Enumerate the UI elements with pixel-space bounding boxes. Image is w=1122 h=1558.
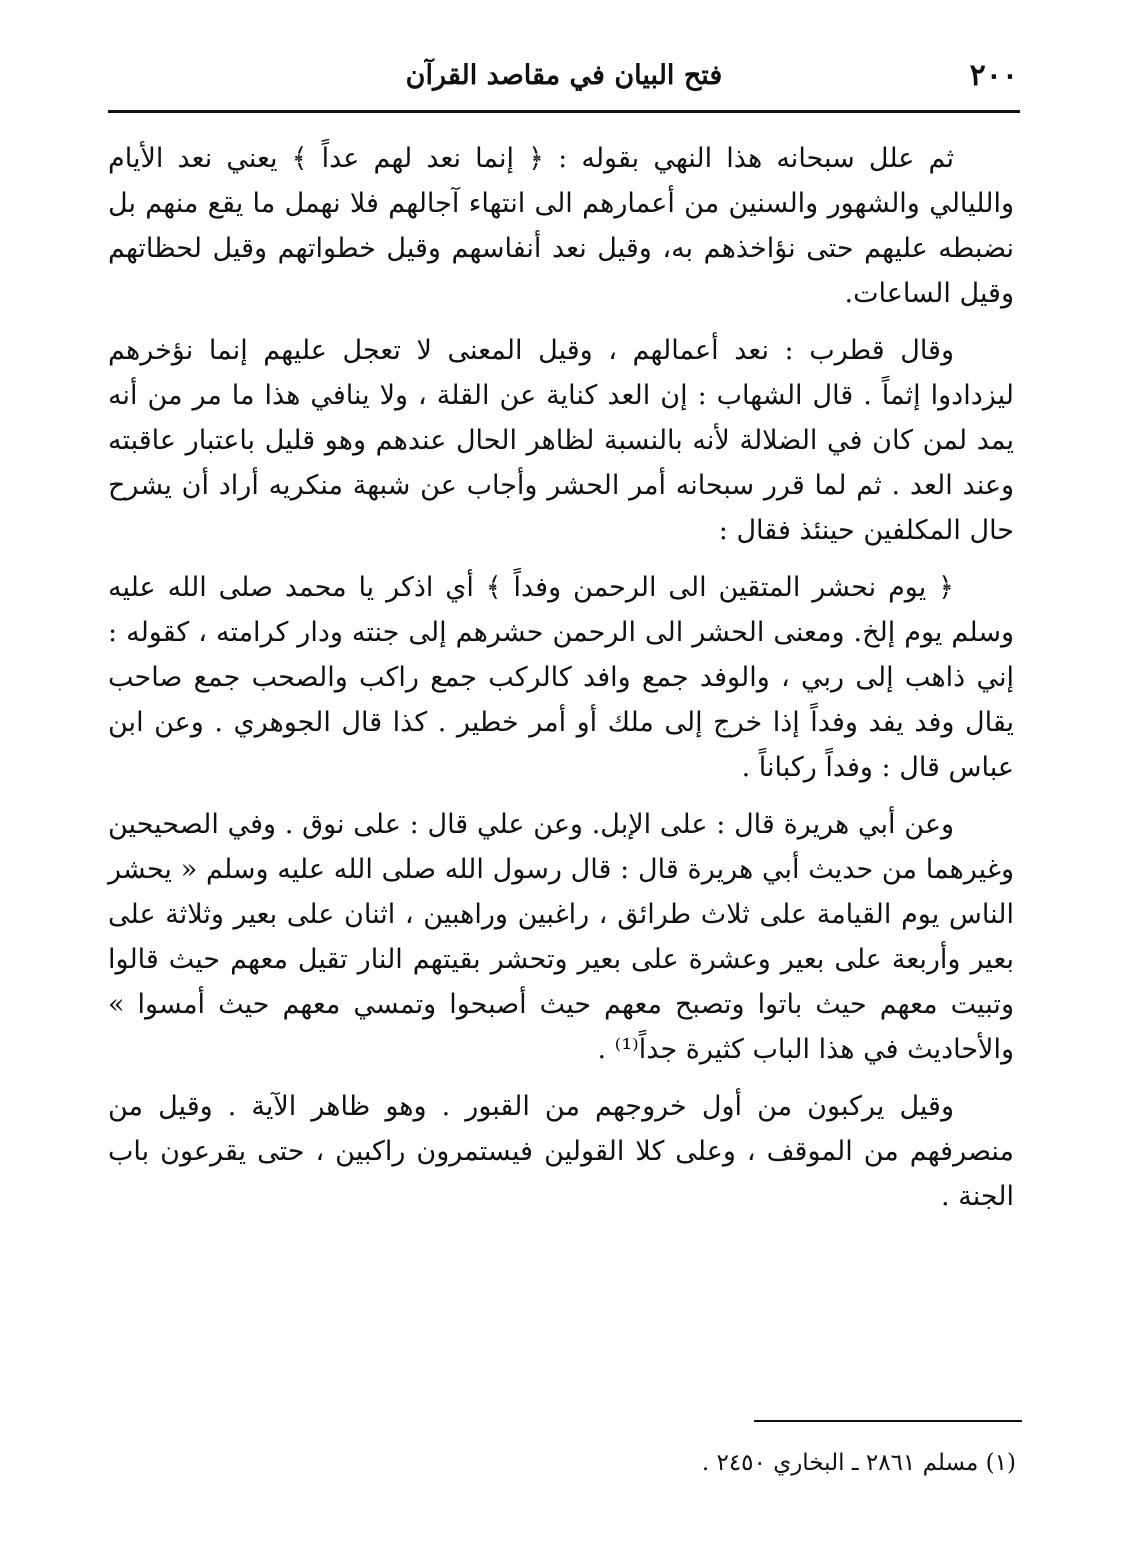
header-rule bbox=[108, 110, 1020, 113]
page-header bbox=[110, 56, 1018, 106]
paragraph: وعن أبي هريرة قال : على الإبل. وعن علي قال : على نوق . وفي الصحيحين وغيرهما من حديث أبي هريرة قال : قال رسول الله صلى الله عليه وسلم « يحشر الناس يوم القيامة على ثلاث طرائق ، راغبين وراهبين ، اثنان على بعير وثلاثة على بعير وأربعة على بعير وعشرة على بعير وتحشر بقيتهم النار تقيل معهم حيث قالوا وتبيت معهم حيث باتوا وتصبح معهم حيث أصبحوا وتمسي معهم حيث أمسوا » والأحاديث في هذا الباب كثيرة جداً⁽¹⁾ . bbox=[108, 809, 1014, 1065]
body-text bbox=[108, 136, 1014, 1231]
paragraph: وقيل يركبون من أول خروجهم من القبور . وهو ظاهر الآية . وقيل من منصرفهم من الموقف ، وعلى كلا القولين فيستمرون راكبين ، حتى يقرعون باب الجنة . bbox=[108, 1091, 1014, 1212]
paragraph: ثم علل سبحانه هذا النهي بقوله : ﴿ إنما نعد لهم عداً ﴾ يعني نعد الأيام والليالي والشهور والسنين من أعمارهم الى انتهاء آجالهم فلا نهمل ما يقع منهم بل نضبطه عليهم حتى نؤاخذهم به، وقيل نعد أنفاسهم وقيل خطواتهم وقيل لحظاتهم وقيل الساعات. bbox=[108, 143, 1015, 309]
paragraph: ﴿ يوم نحشر المتقين الى الرحمن وفداً ﴾ أي اذكر يا محمد صلى الله عليه وسلم يوم إلخ. ومعنى الحشر الى الرحمن حشرهم إلى جنته ودار كرامته ، كقوله : إني ذاهب إلى ربي ، والوفد جمع وافد كالركب جمع راكب والصحب جمع صاحب يقال وفد يفد وفداً إذا خرج إلى ملك أو أمر خطير . كذا قال الجوهري . وعن ابن عباس قال : وفداً ركباناً . bbox=[108, 572, 1015, 783]
page-number: ٢٠٠ bbox=[969, 58, 1018, 93]
paragraph: وقال قطرب : نعد أعمالهم ، وقيل المعنى لا تعجل عليهم إنما نؤخرهم ليزدادوا إثماً . قال الشهاب : إن العد كناية عن القلة ، ولا ينافي هذا ما مر من أنه يمد لمن كان في الضلالة لأنه بالنسبة لظاهر الحال عندهم وهو قليل باعتبار عاقبته وعند العد . ثم لما قرر سبحانه أمر الحشر وأجاب عن شبهة منكريه أراد أن يشرح حال المكلفين حينئذ فقال : bbox=[108, 335, 1014, 546]
footnote-rule bbox=[754, 1420, 1022, 1422]
footnote: (١) مسلم ٢٨٦١ ـ البخاري ٢٤٥٠ . bbox=[701, 1450, 1016, 1476]
running-title: فتح البيان في مقاصد القرآن bbox=[405, 60, 723, 91]
